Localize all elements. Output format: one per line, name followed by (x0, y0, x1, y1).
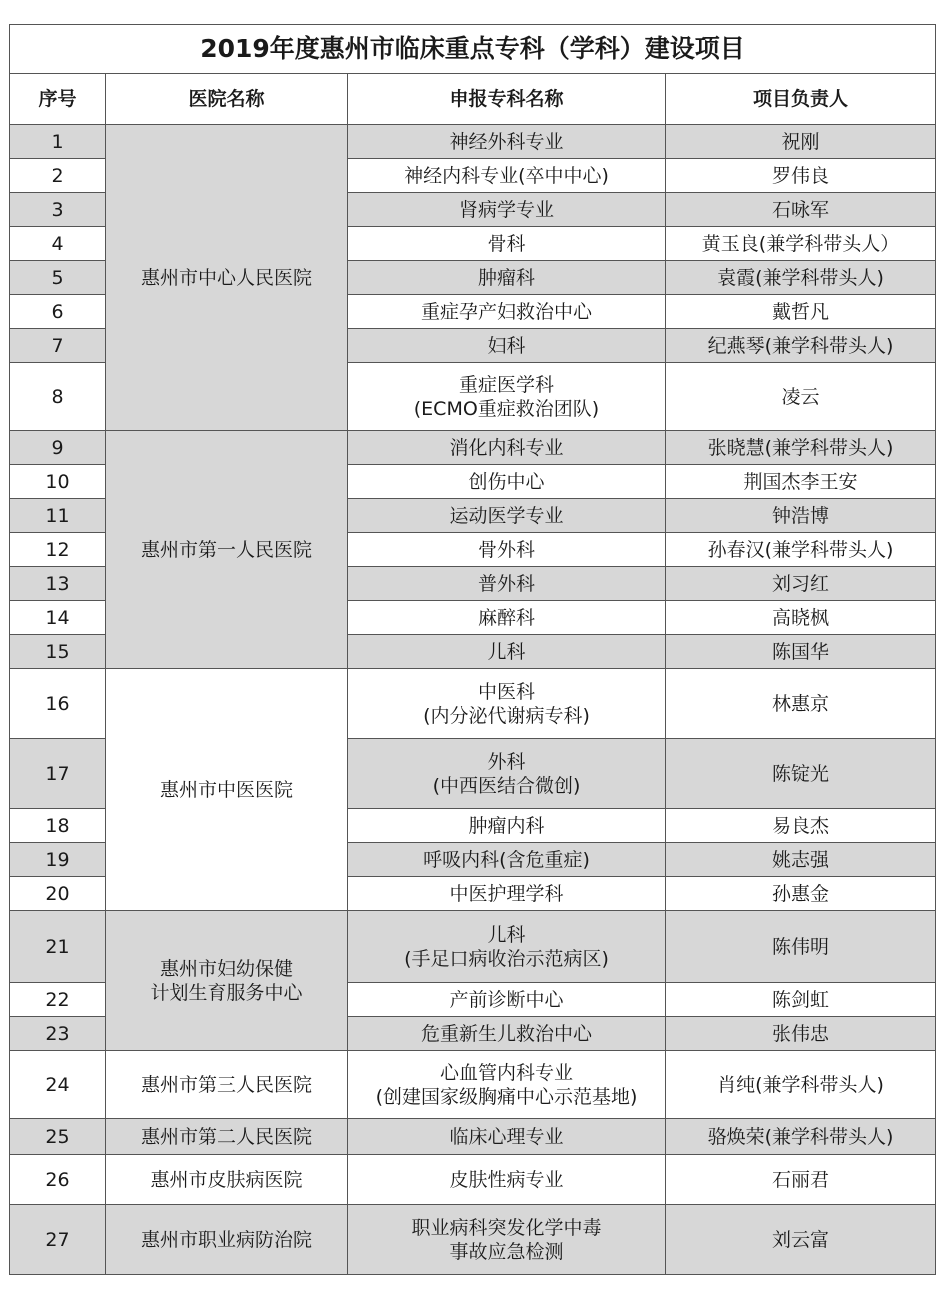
row-no: 16 (10, 669, 106, 739)
specialty-line: 中医科 (477, 680, 535, 703)
leader-cell: 纪燕琴(兼学科带头人) (666, 329, 936, 363)
header-leader: 项目负责人 (666, 74, 936, 125)
specialty-line-sub: (ECMO重症救治团队) (413, 397, 600, 420)
leader-cell: 姚志强 (666, 843, 936, 877)
specialty-cell: 肾病学专业 (348, 193, 666, 227)
table-row (10, 431, 936, 465)
project-table (9, 24, 936, 1275)
specialty-cell: 消化内科专业 (348, 431, 666, 465)
specialty-cell (348, 1205, 666, 1275)
leader-cell: 孙春汉(兼学科带头人) (666, 533, 936, 567)
row-no: 20 (10, 877, 106, 911)
hospital-cell: 惠州市中医医院 (106, 669, 348, 911)
table-title: 2019年度惠州市临床重点专科（学科）建设项目 (10, 25, 936, 74)
leader-cell: 戴哲凡 (666, 295, 936, 329)
row-no: 19 (10, 843, 106, 877)
table-row (10, 669, 936, 739)
leader-cell: 孙惠金 (666, 877, 936, 911)
row-no: 17 (10, 739, 106, 809)
hospital-cell: 惠州市第三人民医院 (106, 1051, 348, 1119)
row-no: 2 (10, 159, 106, 193)
leader-cell: 陈锭光 (666, 739, 936, 809)
header-no: 序号 (10, 74, 106, 125)
specialty-cell: 肿瘤内科 (348, 809, 666, 843)
table-row (10, 1205, 936, 1275)
specialty-cell: 妇科 (348, 329, 666, 363)
row-no: 13 (10, 567, 106, 601)
specialty-cell (348, 1051, 666, 1119)
row-no: 9 (10, 431, 106, 465)
hospital-cell: 惠州市职业病防治院 (106, 1205, 348, 1275)
row-no: 15 (10, 635, 106, 669)
row-no: 8 (10, 363, 106, 431)
row-no: 1 (10, 125, 106, 159)
specialty-line: 儿科 (487, 923, 526, 946)
leader-cell: 张晓慧(兼学科带头人) (666, 431, 936, 465)
specialty-line: 重症医学科 (458, 373, 554, 396)
row-no: 24 (10, 1051, 106, 1119)
table-row (10, 1051, 936, 1119)
specialty-cell: 中医护理学科 (348, 877, 666, 911)
row-no: 7 (10, 329, 106, 363)
leader-cell: 石丽君 (666, 1155, 936, 1205)
specialty-cell: 骨外科 (348, 533, 666, 567)
specialty-cell: 骨科 (348, 227, 666, 261)
table-row (10, 1119, 936, 1155)
hospital-cell: 惠州市第一人民医院 (106, 431, 348, 669)
specialty-cell (348, 363, 666, 431)
specialty-line-sub: (创建国家级胸痛中心示范基地) (375, 1085, 638, 1108)
specialty-cell: 呼吸内科(含危重症) (348, 843, 666, 877)
leader-cell: 张伟忠 (666, 1017, 936, 1051)
header-specialty: 申报专科名称 (348, 74, 666, 125)
row-no: 5 (10, 261, 106, 295)
table-row (10, 1155, 936, 1205)
leader-cell: 荆国杰李王安 (666, 465, 936, 499)
leader-cell: 钟浩博 (666, 499, 936, 533)
leader-cell: 黄玉良(兼学科带头人） (666, 227, 936, 261)
row-no: 4 (10, 227, 106, 261)
specialty-cell: 麻醉科 (348, 601, 666, 635)
leader-cell: 陈伟明 (666, 911, 936, 983)
specialty-cell: 临床心理专业 (348, 1119, 666, 1155)
specialty-cell: 运动医学专业 (348, 499, 666, 533)
specialty-cell (348, 911, 666, 983)
hospital-cell: 惠州市皮肤病医院 (106, 1155, 348, 1205)
leader-cell: 祝刚 (666, 125, 936, 159)
leader-cell: 高晓枫 (666, 601, 936, 635)
specialty-cell (348, 669, 666, 739)
row-no: 21 (10, 911, 106, 983)
specialty-cell: 神经内科专业(卒中中心) (348, 159, 666, 193)
row-no: 22 (10, 983, 106, 1017)
specialty-cell: 重症孕产妇救治中心 (348, 295, 666, 329)
specialty-cell: 皮肤性病专业 (348, 1155, 666, 1205)
header-row (10, 74, 936, 125)
hospital-line-sub: 计划生育服务中心 (150, 981, 303, 1004)
row-no: 14 (10, 601, 106, 635)
row-no: 11 (10, 499, 106, 533)
hospital-cell: 惠州市中心人民医院 (106, 125, 348, 431)
row-no: 23 (10, 1017, 106, 1051)
specialty-cell: 儿科 (348, 635, 666, 669)
leader-cell: 易良杰 (666, 809, 936, 843)
row-no: 18 (10, 809, 106, 843)
row-no: 26 (10, 1155, 106, 1205)
leader-cell: 刘习红 (666, 567, 936, 601)
hospital-line: 惠州市妇幼保健 (159, 957, 293, 980)
leader-cell: 肖纯(兼学科带头人) (666, 1051, 936, 1119)
specialty-cell: 创伤中心 (348, 465, 666, 499)
leader-cell: 石咏军 (666, 193, 936, 227)
specialty-cell: 普外科 (348, 567, 666, 601)
row-no: 25 (10, 1119, 106, 1155)
row-no: 6 (10, 295, 106, 329)
table-row (10, 911, 936, 983)
specialty-cell (348, 739, 666, 809)
leader-cell: 罗伟良 (666, 159, 936, 193)
leader-cell: 刘云富 (666, 1205, 936, 1275)
table-row (10, 125, 936, 159)
specialty-cell: 肿瘤科 (348, 261, 666, 295)
leader-cell: 陈国华 (666, 635, 936, 669)
specialty-cell: 神经外科专业 (348, 125, 666, 159)
header-hospital: 医院名称 (106, 74, 348, 125)
leader-cell: 凌云 (666, 363, 936, 431)
specialty-cell: 危重新生儿救治中心 (348, 1017, 666, 1051)
specialty-line-sub: (手足口病收治示范病区) (404, 947, 609, 970)
specialty-line-sub: (中西医结合微创) (432, 774, 581, 797)
row-no: 12 (10, 533, 106, 567)
row-no: 27 (10, 1205, 106, 1275)
leader-cell: 骆焕荣(兼学科带头人) (666, 1119, 936, 1155)
leader-cell: 陈剑虹 (666, 983, 936, 1017)
row-no: 10 (10, 465, 106, 499)
hospital-cell: 惠州市第二人民医院 (106, 1119, 348, 1155)
specialty-line: 职业病科突发化学中毒 (411, 1216, 602, 1239)
specialty-cell: 产前诊断中心 (348, 983, 666, 1017)
spreadsheet (9, 24, 936, 1275)
specialty-line: 心血管内科专业 (439, 1061, 573, 1084)
row-no: 3 (10, 193, 106, 227)
leader-cell: 林惠京 (666, 669, 936, 739)
specialty-line: 外科 (487, 750, 526, 773)
hospital-cell (106, 911, 348, 1051)
leader-cell: 袁霞(兼学科带头人) (666, 261, 936, 295)
specialty-line-sub: (内分泌代谢病专科) (423, 704, 590, 727)
specialty-line-sub: 事故应急检测 (449, 1240, 564, 1263)
